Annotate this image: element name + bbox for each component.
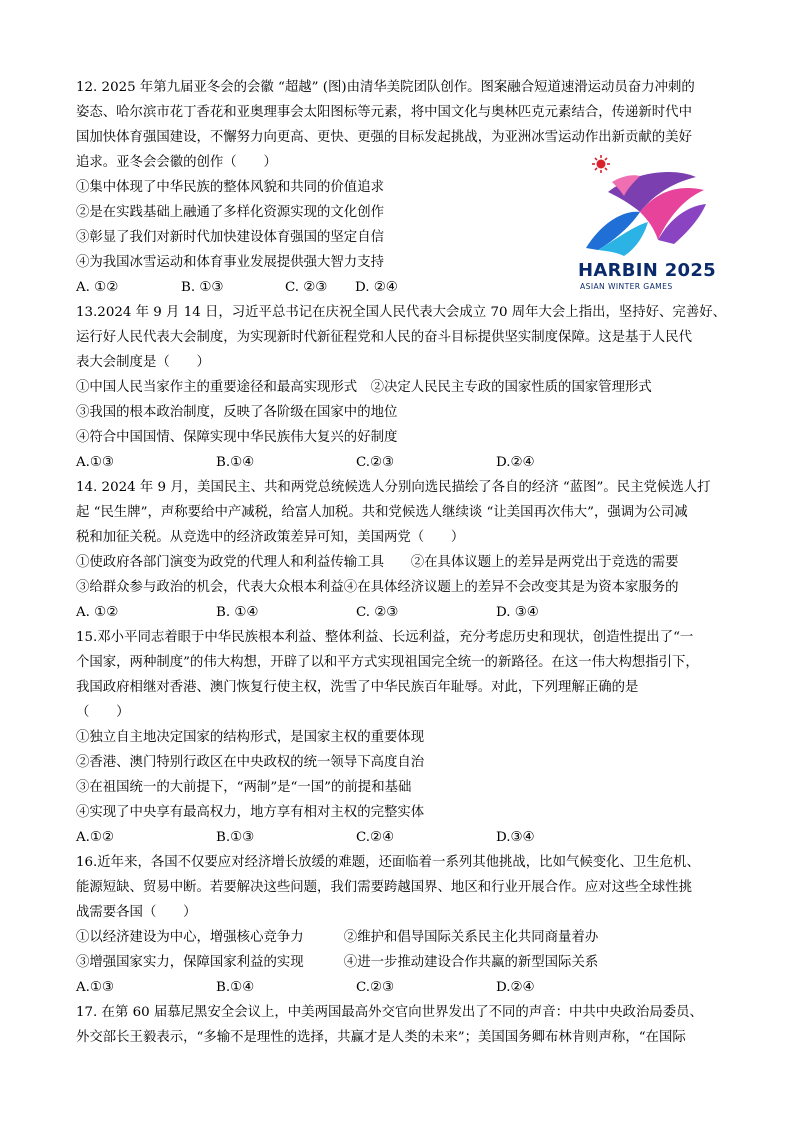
q12-stem-line: 追求。亚冬会会徽的创作（ ） <box>76 155 277 170</box>
q16-stem-line: 16.近年来，各国不仅要应对经济增长放缓的难题，还面临着一系列其他挑战，比如气候变化、卫生危机、 <box>76 855 700 870</box>
q14-choice-c: C. ②③ <box>356 605 399 620</box>
q13-choice-d: D.②④ <box>496 455 535 470</box>
q13-item: ④符合中国国情、保障实现中华民族伟大复兴的好制度 <box>76 430 398 445</box>
q15-item: ④实现了中央享有最高权力，地方享有相对主权的完整实体 <box>76 805 425 820</box>
harbin-2025-logo <box>578 152 718 292</box>
sun-icon <box>592 155 610 173</box>
q16-choice-a: A.①③ <box>76 980 114 995</box>
q14-item: ①使政府各部门演变为政党的代理人和利益传输工具 ②在具体议题上的差异是两党出于竞选的需要 <box>76 555 679 570</box>
q13-choice-b: B.①④ <box>216 455 255 470</box>
q13-stem-line: 运行好人民代表大会制度，为实现新时代新征程党和人民的奋斗目标提供坚实制度保障。这是基于人民代 <box>76 330 692 345</box>
logo-title: HARBIN 2025 <box>578 260 717 281</box>
q12-stem-line: 姿态、哈尔滨市花丁香花和亚奥理事会太阳图标等元素，将中国文化与奥林匹克元素结合，传递新时代中 <box>76 105 692 120</box>
q14-choice-d: D. ③④ <box>496 605 539 620</box>
emblem-graphic <box>578 152 718 262</box>
q16-choice-c: C.②③ <box>356 980 395 995</box>
logo-subtitle: ASIAN WINTER GAMES <box>580 282 673 291</box>
q15-stem-line: 我国政府相继对香港、澳门恢复行使主权，洗雪了中华民族百年耻辱。对此，下列理解正确的是 <box>76 680 639 695</box>
q13-choice-c: C.②③ <box>356 455 395 470</box>
q12-choice-b: B. ①③ <box>181 280 224 295</box>
q15-item: ②香港、澳门特别行政区在中央政权的统一领导下高度自治 <box>76 755 425 770</box>
q12-item: ①集中体现了中华民族的整体风貌和共同的价值追求 <box>76 180 384 195</box>
q15-choice-c: C.②④ <box>356 830 395 845</box>
q15-stem-line: 15.邓小平同志着眼于中华民族根本利益、整体利益、长远利益，充分考虑历史和现状，创造性提出了“一 <box>76 630 694 645</box>
q12-item: ③彰显了我们对新时代加快建设体育强国的坚定自信 <box>76 230 384 245</box>
q16-stem-line: 能源短缺、贸易中断。若要解决这些问题，我们需要跨越国界、地区和行业开展合作。应对这些全球性挑 <box>76 880 692 895</box>
q15-item: ①独立自主地决定国家的结构形式，是国家主权的重要体现 <box>76 730 425 745</box>
q12-item: ②是在实践基础上融通了多样化资源实现的文化创作 <box>76 205 384 220</box>
q14-stem-line: 税和加征关税。从竞选中的经济政策差异可知，美国两党（ ） <box>76 530 465 545</box>
q17-stem-line: 外交部长王毅表示，“多输不是理性的选择，共赢才是人类的未来”；美国国务卿布林肯则声称，“在国际 <box>76 1030 686 1045</box>
q13-stem-line: 13.2024 年 9 月 14 日，习近平总书记在庆祝全国人民代表大会成立 70 周年大会上指出，坚持好、完善好、 <box>76 305 726 320</box>
q14-stem-line: 起 “民生牌”，声称要给中产减税，给富人加税。共和党候选人继续谈 “让美国再次伟大”，强调为公司减 <box>76 505 688 520</box>
q15-choice-b: B.①③ <box>216 830 255 845</box>
q16-item: ③增强国家实力，保障国家利益的实现 ④进一步推动建设合作共赢的新型国际关系 <box>76 955 599 970</box>
q16-choice-b: B.①④ <box>216 980 255 995</box>
q16-stem-line: 战需要各国（ ） <box>76 905 197 920</box>
q12-choice-a: A. ①② <box>76 280 119 295</box>
q14-item: ③给群众参与政治的机会，代表大众根本利益④在具体经济议题上的差异不会改变其是为资本家服务的 <box>76 580 679 595</box>
q13-stem-line: 表大会制度是（ ） <box>76 355 210 370</box>
q15-choice-d: D.③④ <box>496 830 535 845</box>
q13-choice-a: A.①③ <box>76 455 114 470</box>
q14-choice-a: A. ①② <box>76 605 119 620</box>
q15-stem-line: （ ） <box>76 705 130 720</box>
q16-choice-d: D.②④ <box>496 980 535 995</box>
q12-stem-line: 12. 2025 年第九届亚冬会的会徽 “超越” (图)由清华美院团队创作。图案融合短道速滑运动员奋力冲刺的 <box>76 80 695 95</box>
q14-stem-line: 14. 2024 年 9 月，美国民主、共和两党总统候选人分别向选民描绘了各自的经济 “蓝图”。民主党候选人打 <box>76 480 711 495</box>
q14-choice-b: B. ①④ <box>216 605 259 620</box>
q13-item: ③我国的根本政治制度，反映了各阶级在国家中的地位 <box>76 405 398 420</box>
q16-item: ①以经济建设为中心，增强核心竞争力 ②维护和倡导国际关系民主化共同商量着办 <box>76 930 599 945</box>
q12-choice-c: C. ②③ <box>285 280 328 295</box>
q15-choice-a: A.①② <box>76 830 114 845</box>
q12-item: ④为我国冰雪运动和体育事业发展提供强大智力支持 <box>76 255 384 270</box>
q13-item: ①中国人民当家作主的重要途径和最高实现形式 ②决定人民民主专政的国家性质的国家管理形式 <box>76 380 652 395</box>
q17-stem-line: 17. 在第 60 届慕尼黑安全会议上，中美两国最高外交官向世界发出了不同的声音：中共中央政治局委员、 <box>76 1005 703 1020</box>
q15-stem-line: 个国家，两种制度”的伟大构想，开辟了以和平方式实现祖国完全统一的新路径。在这一伟大构想指引下， <box>76 655 699 670</box>
q15-item: ③在祖国统一的大前提下，“两制”是“一国”的前提和基础 <box>76 780 412 795</box>
q12-stem-line: 国加快体育强国建设，不懈努力向更高、更快、更强的目标发起挑战，为亚洲冰雪运动作出新贡献的美好 <box>76 130 692 145</box>
q12-choice-d: D. ②④ <box>355 280 398 295</box>
